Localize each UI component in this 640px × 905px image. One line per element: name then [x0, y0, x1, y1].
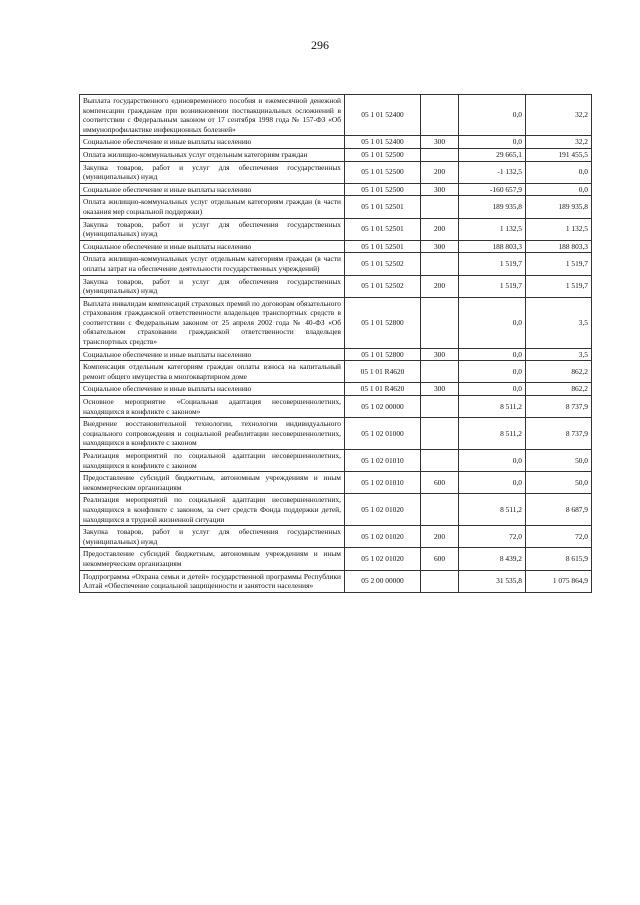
row-expense-type: 300	[421, 183, 459, 196]
table-row	[80, 383, 592, 396]
row-name: Социальное обеспечение и иные выплаты населению	[80, 383, 345, 396]
table-row	[80, 161, 592, 183]
table-row	[80, 148, 592, 161]
row-name: Закупка товаров, работ и услуг для обеспечения государственных (муниципальных) нужд	[80, 275, 345, 297]
row-sum-2: 3,5	[526, 297, 592, 348]
row-sum-1: 0,0	[459, 95, 526, 136]
row-code: 05 1 02 01000	[345, 418, 421, 450]
table-row	[80, 472, 592, 494]
row-code: 05 1 01 R4620	[345, 383, 421, 396]
row-sum-2: 8 737,9	[526, 396, 592, 418]
table-row	[80, 570, 592, 592]
row-sum-1: 0,0	[459, 361, 526, 383]
row-name: Оплата жилищно-коммунальных услуг отдельным категориям граждан (в части оплаты затрат на обеспечение деятельности государственных учреждений)	[80, 253, 345, 275]
row-code: 05 1 01 52501	[345, 196, 421, 218]
row-name: Предоставление субсидий бюджетным, автономным учреждениям и иным некоммерческим организациям	[80, 548, 345, 570]
row-code: 05 1 02 01010	[345, 450, 421, 472]
row-sum-2: 0,0	[526, 183, 592, 196]
row-name: Закупка товаров, работ и услуг для обеспечения государственных (муниципальных) нужд	[80, 218, 345, 240]
row-sum-2: 8 687,9	[526, 494, 592, 526]
row-code: 05 1 01 52500	[345, 148, 421, 161]
row-sum-1: 8 511,2	[459, 396, 526, 418]
row-sum-1: 8 511,2	[459, 494, 526, 526]
row-expense-type	[421, 297, 459, 348]
row-sum-1: 0,0	[459, 136, 526, 149]
row-sum-2: 0,0	[526, 161, 592, 183]
row-sum-1: 1 132,5	[459, 218, 526, 240]
row-code: 05 1 01 52500	[345, 183, 421, 196]
table-row	[80, 396, 592, 418]
row-expense-type	[421, 396, 459, 418]
row-name: Выплата государственного единовременного пособия и ежемесячной денежной компенсации гражданам при возникновении поствакцинальных осложнений в соответствии с Федеральным законом от 17 сентября 1998 года № 157-ФЗ «Об иммунопрофилактике инфекционных болезней»	[80, 95, 345, 136]
table-row	[80, 240, 592, 253]
row-expense-type	[421, 361, 459, 383]
row-sum-2: 1 519,7	[526, 253, 592, 275]
row-sum-1: 0,0	[459, 472, 526, 494]
table-row	[80, 183, 592, 196]
row-name: Выплата инвалидам компенсаций страховых премий по договорам обязательного страхования гражданской ответственности владельцев транспортных средств в соответствии с Федеральным законом от 25 апреля 2002 года № 40-ФЗ «Об обязательном страховании гражданской ответственности владельцев транспортных средств»	[80, 297, 345, 348]
row-sum-2: 189 935,8	[526, 196, 592, 218]
row-sum-2: 32,2	[526, 136, 592, 149]
row-name: Социальное обеспечение и иные выплаты населению	[80, 348, 345, 361]
row-sum-2: 862,2	[526, 361, 592, 383]
row-sum-2: 50,0	[526, 472, 592, 494]
table-row	[80, 494, 592, 526]
row-name: Реализация мероприятий по социальной адаптации несовершеннолетних, находящихся в конфликте с законом	[80, 450, 345, 472]
budget-table	[79, 94, 592, 593]
row-name: Оплата жилищно-коммунальных услуг отдельным категориям граждан (в части оказания мер социальной поддержки)	[80, 196, 345, 218]
row-expense-type: 200	[421, 526, 459, 548]
row-name: Социальное обеспечение и иные выплаты населению	[80, 136, 345, 149]
table-row	[80, 297, 592, 348]
row-name: Основное мероприятие «Социальная адаптация несовершеннолетних, находящихся в конфликте с законом»	[80, 396, 345, 418]
row-expense-type: 300	[421, 136, 459, 149]
row-expense-type: 300	[421, 383, 459, 396]
row-expense-type	[421, 450, 459, 472]
row-sum-2: 1 519,7	[526, 275, 592, 297]
row-code: 05 1 02 01020	[345, 548, 421, 570]
row-name: Оплата жилищно-коммунальных услуг отдельным категориям граждан	[80, 148, 345, 161]
row-code: 05 1 01 52500	[345, 161, 421, 183]
row-sum-1: -160 657,9	[459, 183, 526, 196]
row-expense-type	[421, 148, 459, 161]
row-name: Закупка товаров, работ и услуг для обеспечения государственных (муниципальных) нужд	[80, 161, 345, 183]
row-code: 05 1 02 01010	[345, 472, 421, 494]
table-row	[80, 196, 592, 218]
row-code: 05 1 01 52800	[345, 297, 421, 348]
table-row	[80, 136, 592, 149]
table-row	[80, 450, 592, 472]
row-name: Подпрограмма «Охрана семьи и детей» государственной программы Республики Алтай «Обеспечение социальной защищенности и занятости населения»	[80, 570, 345, 592]
row-sum-2: 188 803,3	[526, 240, 592, 253]
table-row	[80, 526, 592, 548]
row-sum-1: 189 935,8	[459, 196, 526, 218]
row-sum-2: 1 132,5	[526, 218, 592, 240]
row-sum-2: 50,0	[526, 450, 592, 472]
row-code: 05 1 01 52400	[345, 95, 421, 136]
row-expense-type: 600	[421, 472, 459, 494]
row-expense-type: 600	[421, 548, 459, 570]
row-code: 05 1 02 00000	[345, 396, 421, 418]
row-sum-2: 862,2	[526, 383, 592, 396]
row-expense-type: 200	[421, 161, 459, 183]
row-name: Реализация мероприятий по социальной адаптации несовершеннолетних, находящихся в конфликте с законом, за счет средств Фонда поддержки детей, находящихся в трудной жизненной ситуации	[80, 494, 345, 526]
row-sum-1: 188 803,3	[459, 240, 526, 253]
row-sum-1: 72,0	[459, 526, 526, 548]
row-code: 05 1 01 52400	[345, 136, 421, 149]
row-expense-type	[421, 494, 459, 526]
row-code: 05 1 01 52501	[345, 240, 421, 253]
table-row	[80, 548, 592, 570]
row-expense-type: 200	[421, 275, 459, 297]
row-name: Предоставление субсидий бюджетным, автономным учреждениям и иным некоммерческим организациям	[80, 472, 345, 494]
row-expense-type	[421, 95, 459, 136]
row-sum-2: 8 737,9	[526, 418, 592, 450]
row-name: Внедрение восстановительной технологии, технологии индивидуального социального сопровождения и социальной реабилитации несовершеннолетних, находящихся в конфликте с законом	[80, 418, 345, 450]
row-sum-2: 8 615,9	[526, 548, 592, 570]
row-name: Социальное обеспечение и иные выплаты населению	[80, 240, 345, 253]
row-sum-2: 32,2	[526, 95, 592, 136]
row-sum-1: 0,0	[459, 383, 526, 396]
row-sum-1: 0,0	[459, 297, 526, 348]
row-code: 05 1 01 52501	[345, 218, 421, 240]
table-row	[80, 361, 592, 383]
page-number: 296	[311, 38, 329, 52]
row-expense-type	[421, 253, 459, 275]
row-sum-1: -1 132,5	[459, 161, 526, 183]
row-sum-1: 1 519,7	[459, 275, 526, 297]
row-code: 05 1 02 01020	[345, 526, 421, 548]
row-sum-1: 31 535,8	[459, 570, 526, 592]
row-sum-1: 8 439,2	[459, 548, 526, 570]
row-code: 05 1 01 52800	[345, 348, 421, 361]
row-expense-type: 300	[421, 348, 459, 361]
row-code: 05 1 01 52502	[345, 275, 421, 297]
row-sum-2: 3,5	[526, 348, 592, 361]
row-sum-1: 0,0	[459, 450, 526, 472]
table-row	[80, 348, 592, 361]
budget-table-body	[80, 95, 592, 593]
row-sum-2: 191 455,5	[526, 148, 592, 161]
row-name: Компенсация отдельным категориям граждан оплаты взноса на капитальный ремонт общего имущества в многоквартирном доме	[80, 361, 345, 383]
row-expense-type: 300	[421, 240, 459, 253]
row-sum-1: 1 519,7	[459, 253, 526, 275]
row-expense-type: 200	[421, 218, 459, 240]
row-sum-1: 29 665,1	[459, 148, 526, 161]
table-row	[80, 95, 592, 136]
row-sum-2: 72,0	[526, 526, 592, 548]
table-row	[80, 253, 592, 275]
row-sum-1: 8 511,2	[459, 418, 526, 450]
row-expense-type	[421, 196, 459, 218]
table-row	[80, 418, 592, 450]
table-row	[80, 275, 592, 297]
row-code: 05 1 01 R4620	[345, 361, 421, 383]
row-expense-type	[421, 418, 459, 450]
table-row	[80, 218, 592, 240]
row-sum-1: 0,0	[459, 348, 526, 361]
row-name: Закупка товаров, работ и услуг для обеспечения государственных (муниципальных) нужд	[80, 526, 345, 548]
row-code: 05 1 02 01020	[345, 494, 421, 526]
row-code: 05 2 00 00000	[345, 570, 421, 592]
row-sum-2: 1 075 864,9	[526, 570, 592, 592]
row-name: Социальное обеспечение и иные выплаты населению	[80, 183, 345, 196]
row-code: 05 1 01 52502	[345, 253, 421, 275]
row-expense-type	[421, 570, 459, 592]
